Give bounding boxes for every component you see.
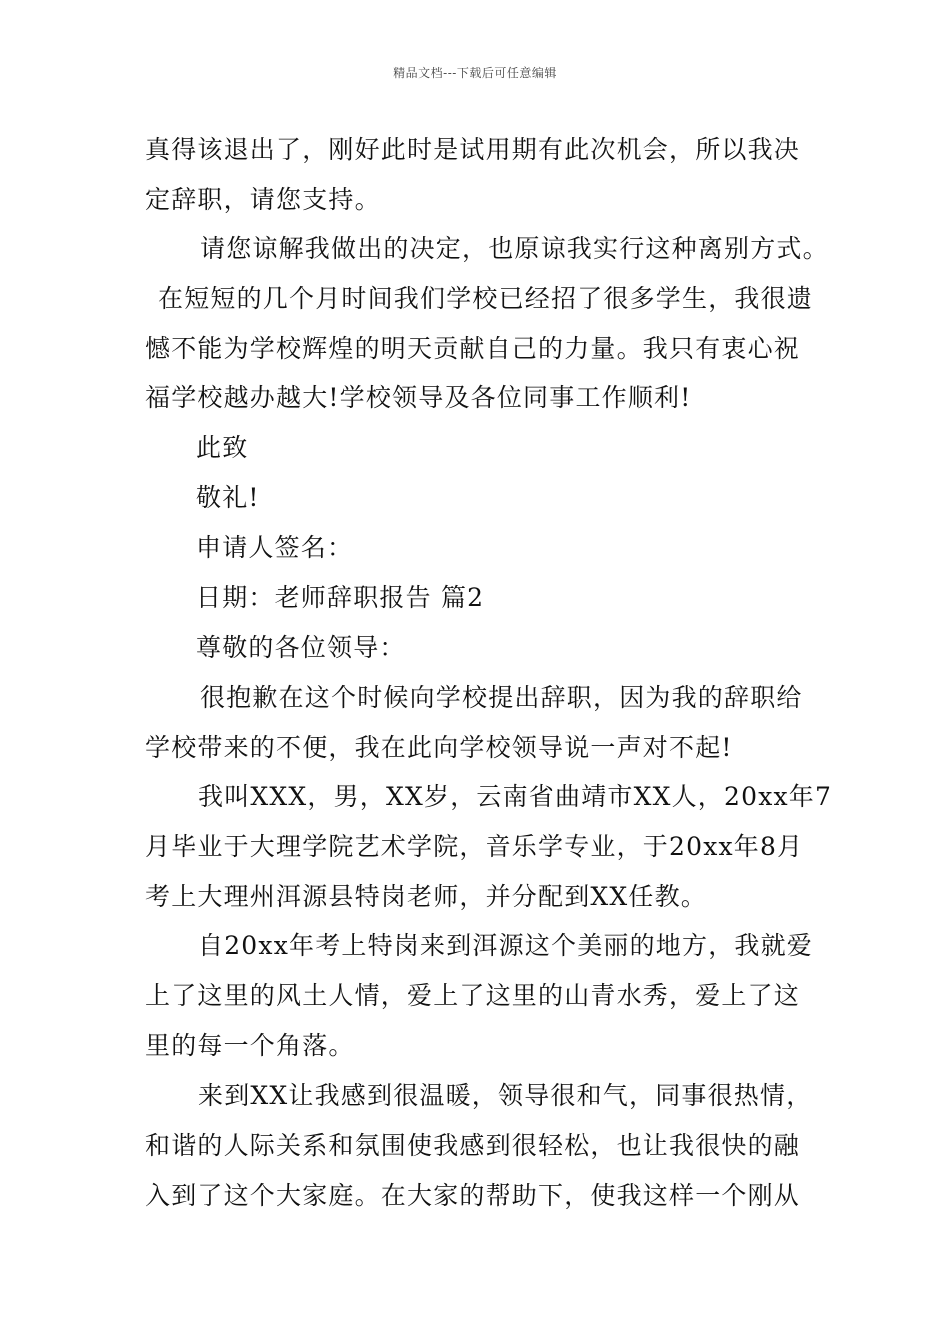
text-line: 来到XX让我感到很温暖，领导很和气，同事很热情， xyxy=(198,1081,813,1110)
text-line: 憾不能为学校辉煌的明天贡献自己的力量。我只有衷心祝 xyxy=(145,334,801,363)
text-line: 我叫XXX，男，XX岁，云南省曲靖市XX人，20xx年7 xyxy=(198,782,833,811)
text-line: 在短短的几个月时间我们学校已经招了很多学生，我很遗 xyxy=(158,284,814,313)
text-line: 很抱歉在这个时候向学校提出辞职，因为我的辞职给 xyxy=(200,683,803,712)
text-line: 月毕业于大理学院艺术学院，音乐学专业，于20xx年8月 xyxy=(145,832,804,861)
text-line: 真得该退出了，刚好此时是试用期有此次机会，所以我决 xyxy=(145,135,801,164)
text-line: 考上大理州洱源县特岗老师，并分配到XX任教。 xyxy=(145,882,707,911)
text-line: 请您谅解我做出的决定，也原谅我实行这种离别方式。 xyxy=(200,234,829,263)
text-line: 敬礼! xyxy=(196,483,260,512)
text-line: 学校带来的不便，我在此向学校领导说一声对不起! xyxy=(145,733,733,762)
text-line: 定辞职，请您支持。 xyxy=(145,185,381,214)
text-line: 里的每一个角落。 xyxy=(145,1031,355,1060)
page-header: 精品文档---下载后可任意编辑 xyxy=(393,66,557,80)
text-line: 申请人签名： xyxy=(196,533,354,562)
text-line: 上了这里的风土人情，爱上了这里的山青水秀，爱上了这 xyxy=(145,981,801,1010)
text-line: 和谐的人际关系和氛围使我感到很轻松，也让我很快的融 xyxy=(145,1131,801,1160)
text-line: 福学校越办越大!学校领导及各位同事工作顺利! xyxy=(145,383,692,412)
text-line: 此致 xyxy=(196,433,249,462)
text-line: 自20xx年考上特岗来到洱源这个美丽的地方，我就爱 xyxy=(198,931,814,960)
text-line: 尊敬的各位领导： xyxy=(196,633,406,662)
text-line: 日期：老师辞职报告 篇2 xyxy=(196,583,485,612)
text-line: 入到了这个大家庭。在大家的帮助下，使我这样一个刚从 xyxy=(145,1181,801,1210)
